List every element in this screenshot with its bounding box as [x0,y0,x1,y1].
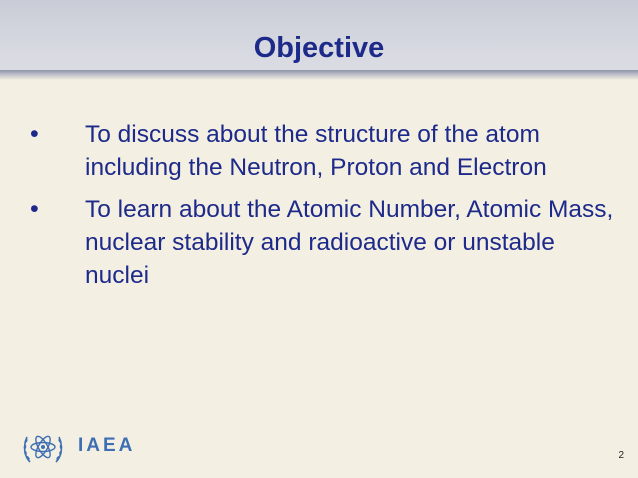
bullet-text: To discuss about the structure of the atom including the Neutron, Proton and Electron [85,121,547,181]
bullet-marker: • [30,120,39,148]
header-shadow [0,70,638,80]
page-number: 2 [618,450,624,461]
bullet-item [0,193,638,292]
bullet-marker: • [30,195,39,223]
iaea-logo [20,424,160,470]
bullet-list [0,118,638,301]
bullet-item [0,118,638,184]
bullet-text: To learn about the Atomic Number, Atomic Mass, nuclear stability and radioactive or unstable nuclei [85,196,614,289]
slide-title: Objective [253,32,385,64]
logo-text: IAEA [78,435,136,456]
atom-olive-wreath-icon [20,424,66,470]
